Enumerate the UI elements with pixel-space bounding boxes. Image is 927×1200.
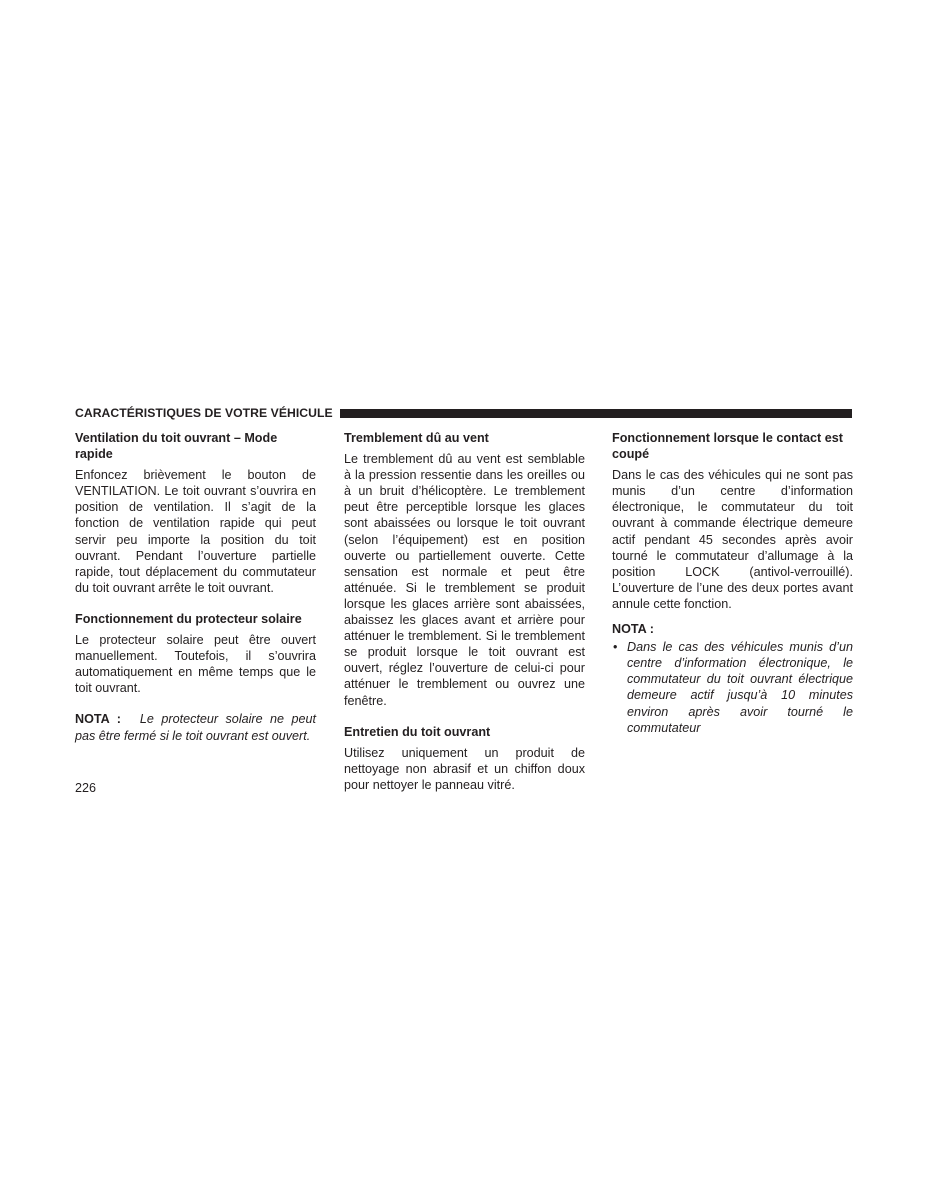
paragraph-tremblement-vent: Le tremblement dû au vent est semblable à la pression ressentie dans les oreilles ou à un bruit d’hélicoptère. Le tremblement peut être perceptible lorsque les glaces sont abaissées ou lorsque le toit ouvrant (selon l’équipement) est en position ouverte ou partiellement ouverte. Cette sensation est normale et peut être atténuée. Si le tremblement se produit lorsque les glaces arrière sont abaissées, abaissez les glaces avant et arrière pour atténuer le tremblement. Si le tremblement se produit lorsque le toit ouvrant est ouvert, réglez l’ouverture de celui-ci pour atténuer le tremblement ou ouvrez une fenêtre. [344, 452, 585, 708]
text-column-right [612, 430, 853, 736]
paragraph-protecteur-solaire: Le protecteur solaire peut être ouvert manuellement. Toutefois, il s’ouvrira automatiquement en même temps que le toit ouvrant. [75, 633, 316, 696]
note-protecteur-solaire [75, 711, 316, 743]
heading-entretien-toit: Entretien du toit ouvrant [344, 724, 491, 739]
note-text: Le protecteur solaire ne peut pas être fermé si le toit ouvrant est ouvert. [75, 712, 317, 743]
bullet-text: Dans le cas des véhicules munis d’un centre d’information électronique, le commutateur du toit ouvrant électrique demeure actif jusqu’à 10 minutes environ après avoir tourné le commutateur [627, 640, 853, 735]
note-label: NOTA : [612, 622, 654, 637]
text-column-left [75, 430, 316, 744]
header-rule [340, 409, 852, 418]
note-label: NOTA : [75, 712, 121, 727]
paragraph-contact-coupe: Dans le cas des véhicules qui ne sont pas munis d’un centre d’information électronique, le commutateur du toit ouvrant à commande électrique demeure actif pendant 45 secondes après avoir tourné le commutateur d’allumage à la position LOCK (antivol-verrouillé). L’ouverture de l’une des deux portes avant annule cette fonction. [612, 468, 853, 611]
paragraph-entretien-toit: Utilisez uniquement un produit de nettoyage non abrasif et un chiffon doux pour nettoyer le panneau vitré. [344, 745, 585, 792]
heading-protecteur-solaire: Fonctionnement du protecteur solaire [75, 611, 302, 626]
page-header [75, 405, 852, 421]
page-number: 226 [75, 781, 97, 795]
bullet-icon: • [613, 640, 618, 655]
text-column-middle [344, 430, 585, 808]
heading-ventilation-mode-rapide: Ventilation du toit ouvrant – Mode rapide [75, 431, 278, 462]
paragraph-ventilation: Enfoncez brièvement le bouton de VENTILATION. Le toit ouvrant s’ouvrira en position de ventilation. Il s’agit de la fonction de ventilation rapide qui peut servir peu importe la position du toit ouvrant. Pendant l’ouverture partielle rapide, tout déplacement du commutateur du toit ouvrant arrête le toit ouvrant. [75, 468, 316, 595]
section-header-title: CARACTÉRISTIQUES DE VOTRE VÉHICULE [75, 406, 333, 420]
list-item [612, 639, 853, 736]
heading-tremblement-vent: Tremblement dû au vent [344, 431, 489, 445]
heading-contact-coupe: Fonctionnement lorsque le contact est coupé [612, 431, 843, 462]
